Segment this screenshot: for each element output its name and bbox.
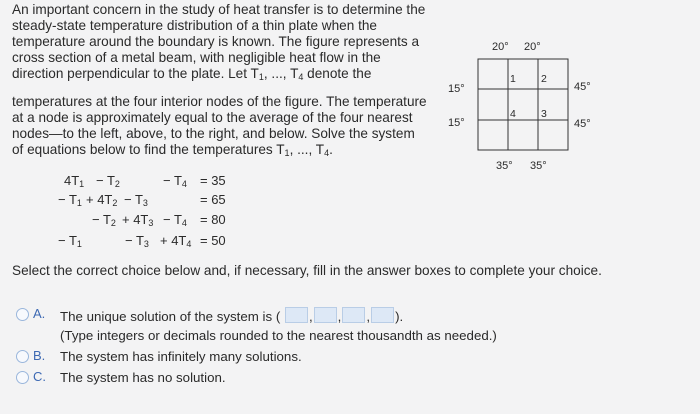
node-4-label: 4	[510, 108, 516, 120]
problem-line-5	[12, 66, 371, 85]
label-bottom-right: 35°	[530, 160, 547, 172]
answer-box-t3[interactable]	[342, 307, 365, 323]
problem-line-5-text: direction perpendicular to the plate. Let T	[12, 66, 259, 81]
answer-box-t1[interactable]	[285, 307, 308, 323]
eq4-rhs: = 50	[200, 233, 226, 248]
eq2-term-b: + $4T_2$	[86, 192, 118, 208]
problem-line-1: An important concern in the study of heat transfer is to determine the	[12, 2, 426, 17]
option-b-text[interactable]: The system has infinitely many solutions.	[60, 349, 302, 364]
eq1-term-c: − $T_4$	[163, 173, 187, 189]
eq1-rhs: = 35	[200, 173, 226, 188]
option-c-text[interactable]: The system has no solution.	[60, 370, 226, 385]
let-mid: , ..., T	[263, 66, 299, 81]
option-a-text: The unique solution of the system is ( , , , ).	[60, 309, 404, 324]
problem-line-7: at a node is approximately equal to the average of the four nearest	[12, 110, 413, 125]
problem-line-2: steady-state temperature distribution of a thin plate when the	[12, 18, 377, 33]
eq3-term-b: + $4T_3$	[122, 212, 154, 228]
option-b-letter[interactable]: B.	[33, 348, 46, 363]
label-top-left: 20°	[492, 41, 509, 53]
option-a-label: The unique solution of the system is (	[60, 309, 281, 324]
solve-mid: , ..., T	[289, 142, 325, 157]
eq2-term-a: − $T_1$	[58, 192, 82, 208]
option-a-hint: (Type integers or decimals rounded to the nearest thousandth as needed.)	[60, 328, 497, 343]
answer-box-t4[interactable]	[371, 307, 394, 323]
option-a-letter[interactable]: A.	[33, 306, 46, 321]
node-3-label: 3	[541, 108, 547, 120]
eq1-term-a: $4T_1$	[64, 173, 85, 189]
option-b-radio[interactable]	[16, 350, 29, 363]
eq1-term-b: − $T_2$	[96, 173, 120, 189]
solve-sub-1: 1	[284, 148, 290, 158]
let-tail: denote the	[303, 66, 372, 81]
eq3-rhs: = 80	[200, 212, 226, 227]
option-a-close: ).	[395, 309, 404, 324]
label-bottom-left: 35°	[496, 160, 513, 172]
plate-figure	[440, 30, 620, 180]
problem-line-8: nodes—to the left, above, to the right, and below. Solve the system	[12, 126, 415, 141]
problem-line-3: temperature around the boundary is known. The figure represents a	[12, 34, 420, 49]
label-left-top: 15°	[448, 83, 465, 95]
label-top-right: 20°	[524, 41, 541, 53]
option-a-radio[interactable]	[16, 308, 29, 321]
eq4-term-c: + $4T_4$	[160, 233, 192, 249]
node-1-label: 1	[510, 73, 516, 85]
eq3-term-a: − $T_2$	[92, 212, 116, 228]
problem-line-6: temperatures at the four interior nodes of the figure. The temperature	[12, 94, 427, 109]
grid-lines	[478, 59, 568, 150]
option-c-radio[interactable]	[16, 371, 29, 384]
answer-box-t2[interactable]	[314, 307, 337, 323]
problem-line-9-text: of equations below to find the temperatures T	[12, 142, 285, 157]
node-2-label: 2	[541, 73, 547, 85]
problem-line-9	[12, 142, 333, 161]
label-left-bottom: 15°	[448, 117, 465, 129]
eq3-term-c: − $T_4$	[163, 212, 187, 228]
let-sub-4: 4	[298, 72, 304, 82]
solve-sub-4: 4	[324, 148, 330, 158]
problem-line-4: cross section of a metal beam, with negligible heat flow in the	[12, 50, 381, 65]
eq4-term-b: − $T_3$	[125, 233, 149, 249]
option-c-letter[interactable]: C.	[33, 369, 46, 384]
label-right-bottom: 45°	[574, 118, 591, 130]
eq2-term-c: − $T_3$	[124, 192, 148, 208]
label-right-top: 45°	[574, 81, 591, 93]
eq4-term-a: − $T_1$	[58, 233, 82, 249]
solve-tail: .	[329, 142, 333, 157]
let-sub-1: 1	[258, 72, 264, 82]
instruction-text: Select the correct choice below and, if necessary, fill in the answer boxes to complete your choice.	[12, 263, 602, 278]
eq2-rhs: = 65	[200, 192, 226, 207]
